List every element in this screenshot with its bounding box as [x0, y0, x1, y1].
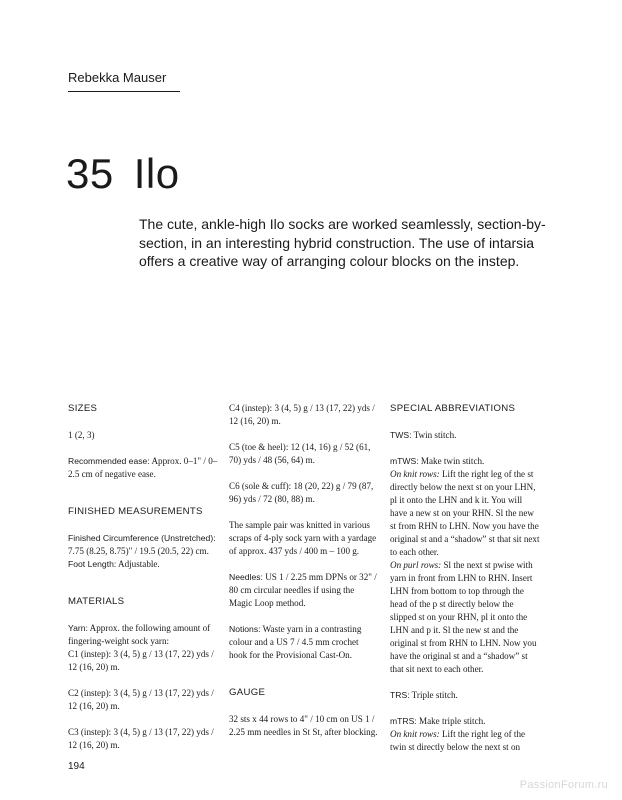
foot-length-label: Foot Length:	[68, 559, 117, 569]
page-number: 194	[68, 761, 85, 772]
color-c2: C2 (instep): 3 (4, 5) g / 13 (17, 22) yds / 12 (16, 20) m.	[68, 688, 214, 711]
needles-text: US 1 / 2.25 mm DPNs or 32" / 80 cm circular needles if using the Magic Loop method.	[229, 572, 377, 608]
notions-label: Notions:	[229, 624, 261, 634]
color-c3: C3 (instep): 3 (4, 5) g / 13 (17, 22) yds / 12 (16, 20) m.	[68, 727, 214, 750]
color-c4: C4 (instep): 3 (4, 5) g / 13 (17, 22) yds / 12 (16, 20) m.	[229, 403, 375, 426]
circumference-text: 7.75 (8.25, 8.75)" / 19.5 (20.5, 22) cm.	[68, 546, 209, 556]
color-c6: C6 (sole & cuff): 18 (20, 22) g / 79 (87, 96) yds / 72 (80, 88) m.	[229, 481, 374, 504]
purl-rows-label: On purl rows:	[390, 560, 442, 570]
trs-label: TRS:	[390, 690, 410, 700]
needles-paragraph	[229, 571, 379, 610]
materials-heading: MATERIALS	[68, 596, 125, 607]
foot-length-text: Adjustable.	[116, 559, 160, 569]
author-name: Rebekka Mauser	[68, 70, 180, 92]
mtrs-knit-text: Lift the right leg of the twin st directly below the next st on	[390, 729, 526, 752]
yarn-text: Approx. the following amount of fingering-weight sock yarn:	[68, 623, 211, 646]
pattern-name: Ilo	[133, 150, 180, 197]
pattern-title	[66, 150, 180, 198]
tws-paragraph	[390, 429, 540, 442]
column-left	[68, 402, 218, 765]
tws-label: TWS:	[390, 430, 412, 440]
mtrs-text: Make triple stitch.	[416, 716, 486, 726]
trs-paragraph	[390, 689, 540, 702]
circumference-paragraph	[68, 532, 218, 558]
mtrs-label: mTRS:	[390, 716, 417, 726]
mtrs-paragraph	[390, 715, 540, 728]
watermark: PassionForum.ru	[519, 779, 608, 791]
mtrs-knit-rows	[390, 728, 540, 754]
intro-paragraph: The cute, ankle-high Ilo socks are worked seamlessly, section-by-section, in an interesting hybrid construction. The use of intarsia offers a creative way of arranging colour blocks on the instep.	[139, 216, 546, 269]
mtws-purl-rows	[390, 559, 540, 676]
pattern-number: 35	[66, 150, 114, 197]
column-right	[390, 402, 540, 754]
circumference-label: Finished Circumference (Unstretched):	[68, 533, 216, 543]
yarn-label: Yarn:	[68, 623, 88, 633]
abbreviations-heading: SPECIAL ABBREVIATIONS	[390, 403, 516, 414]
sizes-heading: SIZES	[68, 403, 98, 414]
gauge-text: 32 sts x 44 rows to 4" / 10 cm on US 1 / 2.25 mm needles in St St, after blocking.	[229, 714, 378, 737]
notions-text: Waste yarn in a contrasting colour and a US 7 / 4.5 mm crochet hook for the Provisional Cast-On.	[229, 624, 362, 660]
knit-rows-label: On knit rows:	[390, 469, 440, 479]
tws-text: Twin stitch.	[411, 430, 457, 440]
needles-label: Needles:	[229, 572, 263, 582]
color-c1: C1 (instep): 3 (4, 5) g / 13 (17, 22) yds / 12 (16, 20) m.	[68, 649, 214, 672]
finished-heading: FINISHED MEASUREMENTS	[68, 506, 203, 517]
sizes-values: 1 (2, 3)	[68, 430, 95, 440]
sample-note: The sample pair was knitted in various scraps of 4-ply sock yarn with a yardage of approx. 437 yds / 400 m – 100 g.	[229, 520, 377, 556]
gauge-heading: GAUGE	[229, 687, 266, 698]
mtws-purl-text: Sl the next st pwise with yarn in front from LHN to RHN. Insert LHN from bottom to top through the head of the p st directly below the slipped st on your RHN, pl it onto the LHN and p it. Sl the new st and the original st from RHN to LHN. Now you have the original st and a “shadow” st that sit next to each other.	[390, 560, 537, 674]
ease-paragraph	[68, 455, 218, 481]
notions-paragraph	[229, 623, 379, 662]
mtws-paragraph	[390, 455, 540, 468]
ease-text: Approx. 0–1" / 0–2.5 cm of negative ease.	[68, 456, 218, 479]
mtws-knit-text: Lift the right leg of the st directly below the next st on your LHN, pl it onto the LHN and k it. You will have a new st on your RHN. Sl the new st from RHN to LHN. Now you have the original st and a “shadow” st that sit next to each other.	[390, 469, 540, 557]
color-c5: C5 (toe & heel): 12 (14, 16) g / 52 (61, 70) yds / 48 (56, 64) m.	[229, 442, 371, 465]
foot-length-paragraph	[68, 558, 218, 571]
trs-text: Triple stitch.	[409, 690, 458, 700]
yarn-paragraph	[68, 622, 218, 648]
mtws-label: mTWS:	[390, 456, 419, 466]
ease-label: Recommended ease:	[68, 456, 150, 466]
mtws-text: Make twin stitch.	[418, 456, 485, 466]
column-middle	[229, 402, 379, 752]
mtws-knit-rows	[390, 468, 540, 559]
mtrs-knit-rows-label: On knit rows:	[390, 729, 440, 739]
